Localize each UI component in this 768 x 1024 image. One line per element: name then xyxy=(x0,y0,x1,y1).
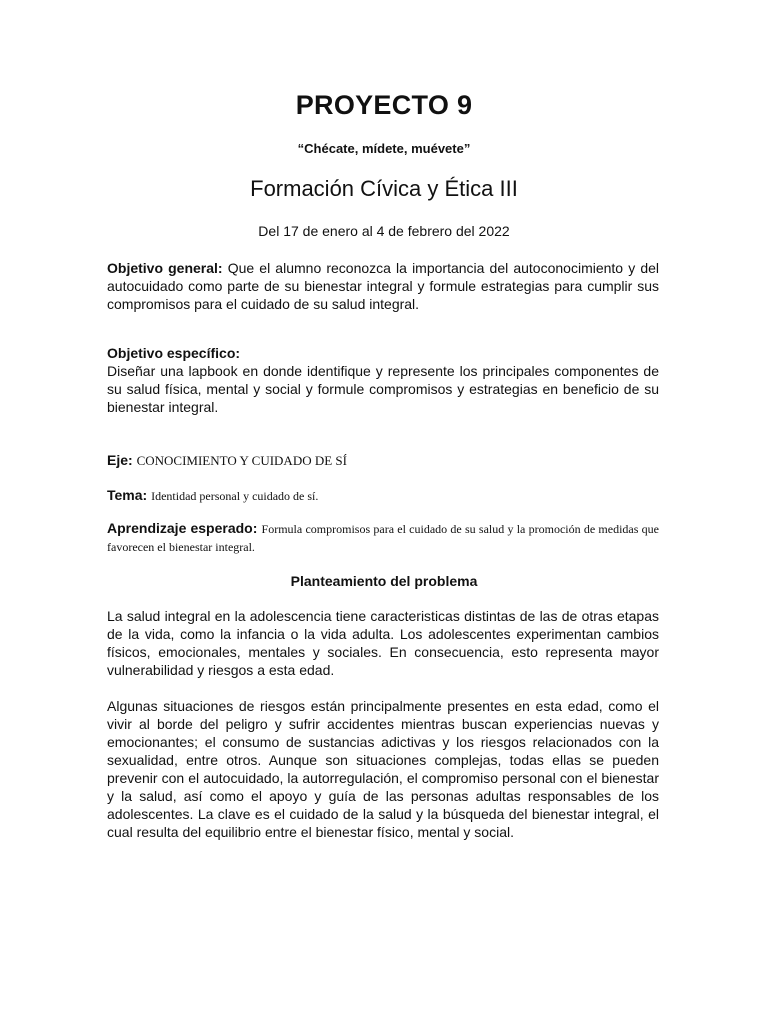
objetivo-general-text: Que el alumno reconozca la importancia del autoconocimiento y del autocuidado como parte de su bienestar integral y formule estrategias para cumplir sus compromisos para el cuidado de su salud integral. xyxy=(107,260,660,312)
tema-label: Tema: xyxy=(107,487,148,503)
planteamiento-heading: Planteamiento del problema xyxy=(290,573,478,589)
planteamiento-paragraph-1: La salud integral en la adolescencia tiene caracteristicas distintas de las de otras etapas de la vida, como la infancia o la vida adulta. Los adolescentes experimentan cambios físicos, emocionales, mentales y sociales. En consecuencia, esto representa mayor vulnerabilidad y riesgos a esta edad. xyxy=(107,608,659,678)
objetivo-especifico-section xyxy=(107,344,659,416)
subject-heading: Formación Cívica y Ética III xyxy=(250,176,518,201)
project-subtitle: “Chécate, mídete, muévete” xyxy=(297,141,471,156)
tema-text: Identidad personal y cuidado de sí. xyxy=(151,489,319,503)
tema-section xyxy=(107,486,659,505)
aprendizaje-label: Aprendizaje esperado: xyxy=(107,520,258,536)
objetivo-general-label: Objetivo general: xyxy=(107,260,223,276)
eje-section xyxy=(107,451,659,470)
objetivo-especifico-label: Objetivo específico: xyxy=(107,345,241,361)
planteamiento-paragraph-2: Algunas situaciones de riesgos están principalmente presentes en esta edad, como el vivir al borde del peligro y sufrir accidentes mientras buscan experiencias nuevas y emocionantes; el consumo de sustancias adictivas y los riesgos relacionados con la sexualidad, entre otros. Aunque son situaciones complejas, todas ellas se pueden prevenir con el autocuidado, la autorregulación, el compromiso personal con el bienestar y la salud, así como el apoyo y guía de las personas adultas responsables de los adolescentes. La clave es el cuidado de la salud y la búsqueda del bienestar integral, el cual resulta del equilibrio entre el bienestar físico, mental y social. xyxy=(107,698,659,840)
date-range: Del 17 de enero al 4 de febrero del 2022 xyxy=(258,223,510,239)
document-title: PROYECTO 9 xyxy=(295,90,473,120)
objetivo-especifico-text: Diseñar una lapbook en donde identifique y represente los principales componentes de su salud física, mental y social y formule compromisos y estrategias en beneficio de su bienestar integral. xyxy=(107,363,659,415)
eje-text: CONOCIMIENTO Y CUIDADO DE SÍ xyxy=(136,453,347,468)
aprendizaje-section xyxy=(107,520,659,556)
eje-label: Eje: xyxy=(107,452,133,468)
aprendizaje-text: Formula compromisos para el cuidado de su salud y la promoción de medidas que favorecen el bienestar integral. xyxy=(107,522,659,554)
objetivo-general-section xyxy=(107,259,659,313)
